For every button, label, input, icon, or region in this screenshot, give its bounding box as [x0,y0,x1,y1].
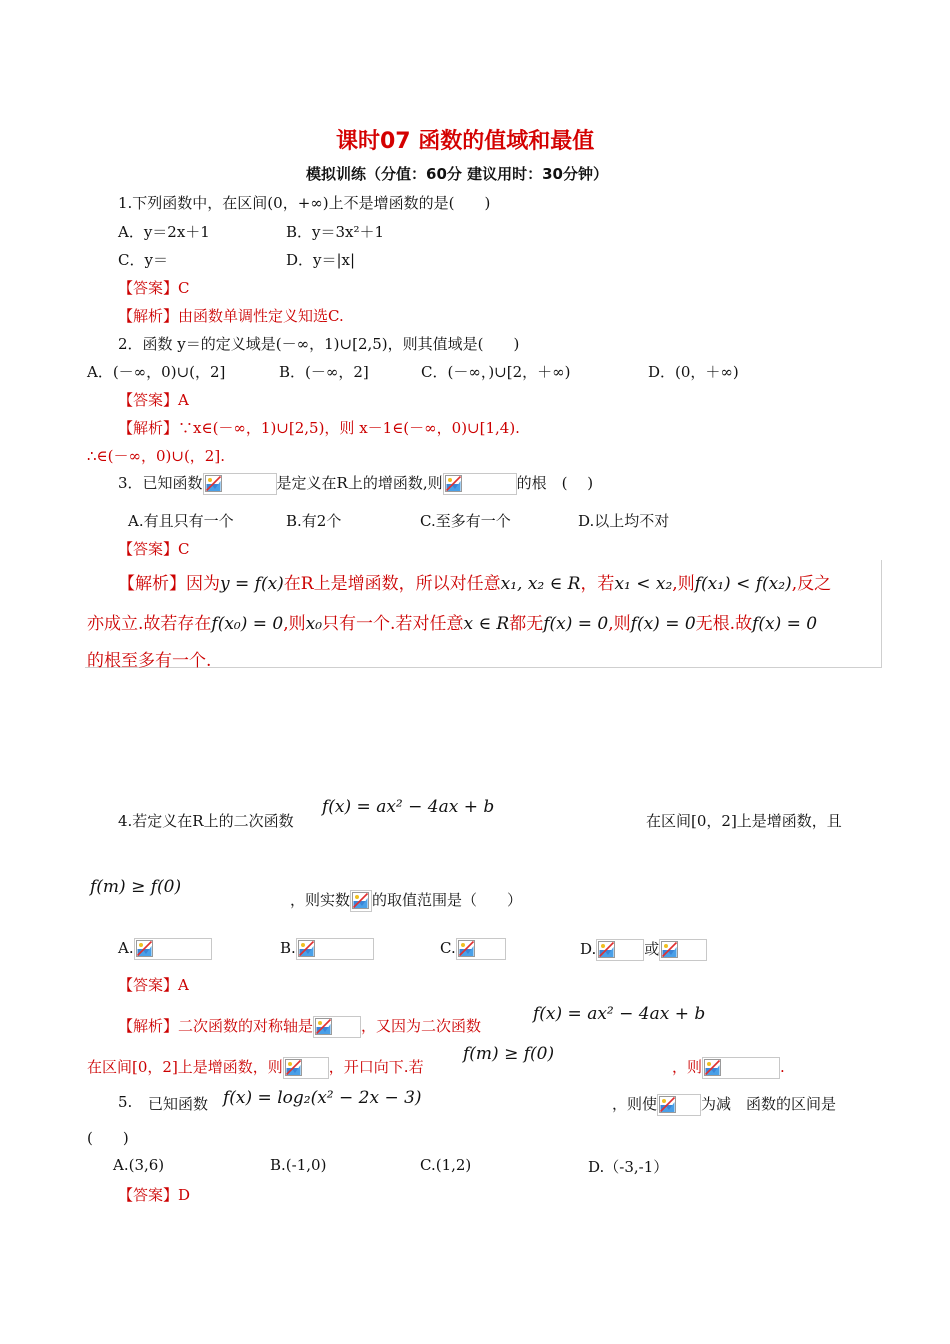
broken-image-icon [458,940,475,957]
text: 在R上是增函数，所以对任意 [283,574,501,594]
q4-analysis-condition: f(m) ≥ f(0) [463,1044,555,1064]
q3-answer: 【答案】C [118,540,190,558]
q4-option-b [280,938,374,960]
formula-image [456,938,506,960]
formula: f(x) = 0 [752,614,818,634]
broken-image-icon [136,940,153,957]
q3-stem-part1: 3．已知函数 [118,474,203,492]
text: ，则实数 [290,891,351,909]
text: 【解析】二次函数的对称轴是 [118,1017,314,1035]
text: B. [280,939,296,957]
q4-analysis-formula: f(x) = ax² − 4ax + b [533,1004,706,1024]
q3-stem-part2: 是定义在R上的增函数,则 [276,474,443,492]
q2-stem: 2．函数 y＝的定义域是(－∞，1)∪[2,5)，则其值域是( ) [118,335,520,353]
text: ,则 [608,614,631,634]
broken-image-icon [285,1059,302,1076]
formula: f(x₀) = 0 [211,614,284,634]
text: C. [440,939,456,957]
q4-formula: f(x) = ax² − 4ax + b [322,797,495,817]
formula-image [134,938,212,960]
broken-image-icon [205,475,222,492]
broken-image-icon [659,1096,676,1113]
q2-analysis-line2: ∴∈(－∞，0)∪(，2]. [87,447,225,465]
page-title: 课时07 函数的值域和最值 [336,129,595,154]
formula: f(x) = 0 [543,614,609,634]
formula: y = f(x) [220,574,284,594]
text: ,反之 [791,574,832,594]
formula: f(x) = 0 [630,614,696,634]
q5-answer: 【答案】D [118,1186,191,1204]
text: . [780,1058,785,1076]
formula: x₀ [305,614,323,634]
q4-stem-part1: 4.若定义在R上的二次函数 [118,812,294,830]
q1-option-c: C．y＝ [118,251,168,269]
q2-option-a: A．(－∞，0)∪(，2] [87,363,226,381]
text: ，又因为二次函数 [361,1017,482,1035]
q1-answer: 【答案】C [118,279,190,297]
q2-option-b: B．(－∞，2] [279,363,369,381]
text: 都无 [509,614,544,634]
text: ，则 [672,1058,703,1076]
formula-image [313,1016,361,1038]
q4-answer: 【答案】A [118,976,189,994]
text: 在区间[0，2]上是增函数，则 [87,1058,283,1076]
text: ,则 [672,574,695,594]
q4-option-a [118,938,212,960]
formula: x ∈ R [463,614,510,634]
q4-option-c [440,938,506,960]
q5-option-c: C.(1,2) [420,1156,472,1174]
q5-formula: f(x) = log₂(x² − 2x − 3) [223,1088,422,1108]
q2-analysis-line1: 【解析】∵x∈(－∞，1)∪[2,5)，则 x－1∈(－∞，0)∪[1,4). [118,419,520,437]
q1-option-d: D．y＝|x| [286,251,356,269]
q3-stem [118,472,593,495]
q4-stem-part3 [290,889,522,912]
broken-image-icon [352,892,369,909]
text: A. [118,939,134,957]
q3-option-c: C.至多有一个 [420,512,511,530]
formula-image [296,938,374,960]
broken-image-icon [598,941,615,958]
q3-option-b: B.有2个 [286,512,342,530]
formula-image [350,890,372,912]
q2-option-d: D．(0，＋∞) [648,363,739,381]
q3-analysis-line3: 的根至多有一个. [87,651,212,671]
q5-option-a: A.(3,6) [113,1156,165,1174]
page-subtitle: 模拟训练（分值：60分 建议用时：30分钟） [306,165,608,183]
q3-analysis-line1 [118,569,831,594]
text: ，则使 [612,1095,658,1113]
formula-image [657,1094,701,1116]
formula-image [443,473,517,495]
broken-image-icon [445,475,462,492]
formula-image [659,939,707,961]
q1-option-b: B．y＝3x²＋1 [286,223,385,241]
q4-condition: f(m) ≥ f(0) [90,877,182,897]
q5-number: 5. [118,1093,133,1111]
text: 或 [644,940,660,958]
q2-answer: 【答案】A [118,391,189,409]
text: ，开口向下.若 [328,1058,424,1076]
formula-image [203,473,277,495]
text: 无根.故 [695,614,753,634]
formula-image [596,939,644,961]
q5-option-b: B.(-1,0) [270,1156,327,1174]
text: 【解析】因为 [118,574,220,594]
broken-image-icon [315,1018,332,1035]
q4-stem-part2: 在区间[0，2]上是增函数，且 [646,812,842,830]
q3-option-a: A.有且只有一个 [128,512,234,530]
formula-image [283,1057,329,1079]
text: 只有一个.若对任意 [322,614,464,634]
text: 亦成立.故若存在 [87,614,212,634]
broken-image-icon [661,941,678,958]
q1-stem: 1.下列函数中，在区间(0，+∞)上不是增函数的是( ) [118,194,491,212]
formula: x₁ < x₂ [614,574,673,594]
text: 的取值范围是（ ） [372,891,523,909]
q3-stem-part3: 的根 ( ) [516,474,594,492]
q4-analysis-line2 [87,1056,424,1079]
text: D. [580,940,597,958]
q2-option-c: C．(－∞，)∪[2，＋∞) [421,363,571,381]
q4-option-d [580,938,707,961]
q1-analysis: 【解析】由函数单调性定义知选C. [118,307,344,325]
q4-analysis-line2-end [672,1056,785,1079]
q5-stem-part2 [612,1093,836,1116]
q1-option-a: A．y＝2x＋1 [118,223,210,241]
broken-image-icon [704,1059,721,1076]
q4-analysis-line1 [118,1015,481,1038]
formula: x₁, x₂ ∈ R [500,574,581,594]
q5-stem-end: ( ) [87,1129,129,1147]
text: ,则 [283,614,306,634]
q5-option-d: D.（-3,-1） [588,1158,669,1176]
text: 为减 函数的区间是 [701,1095,837,1113]
broken-image-icon [298,940,315,957]
formula-image [702,1057,780,1079]
q3-option-d: D.以上均不对 [578,512,670,530]
q3-analysis-line2 [87,609,817,634]
q5-stem-part1: 已知函数 [148,1095,209,1113]
formula: f(x₁) < f(x₂) [694,574,792,594]
text: ，若 [580,574,615,594]
